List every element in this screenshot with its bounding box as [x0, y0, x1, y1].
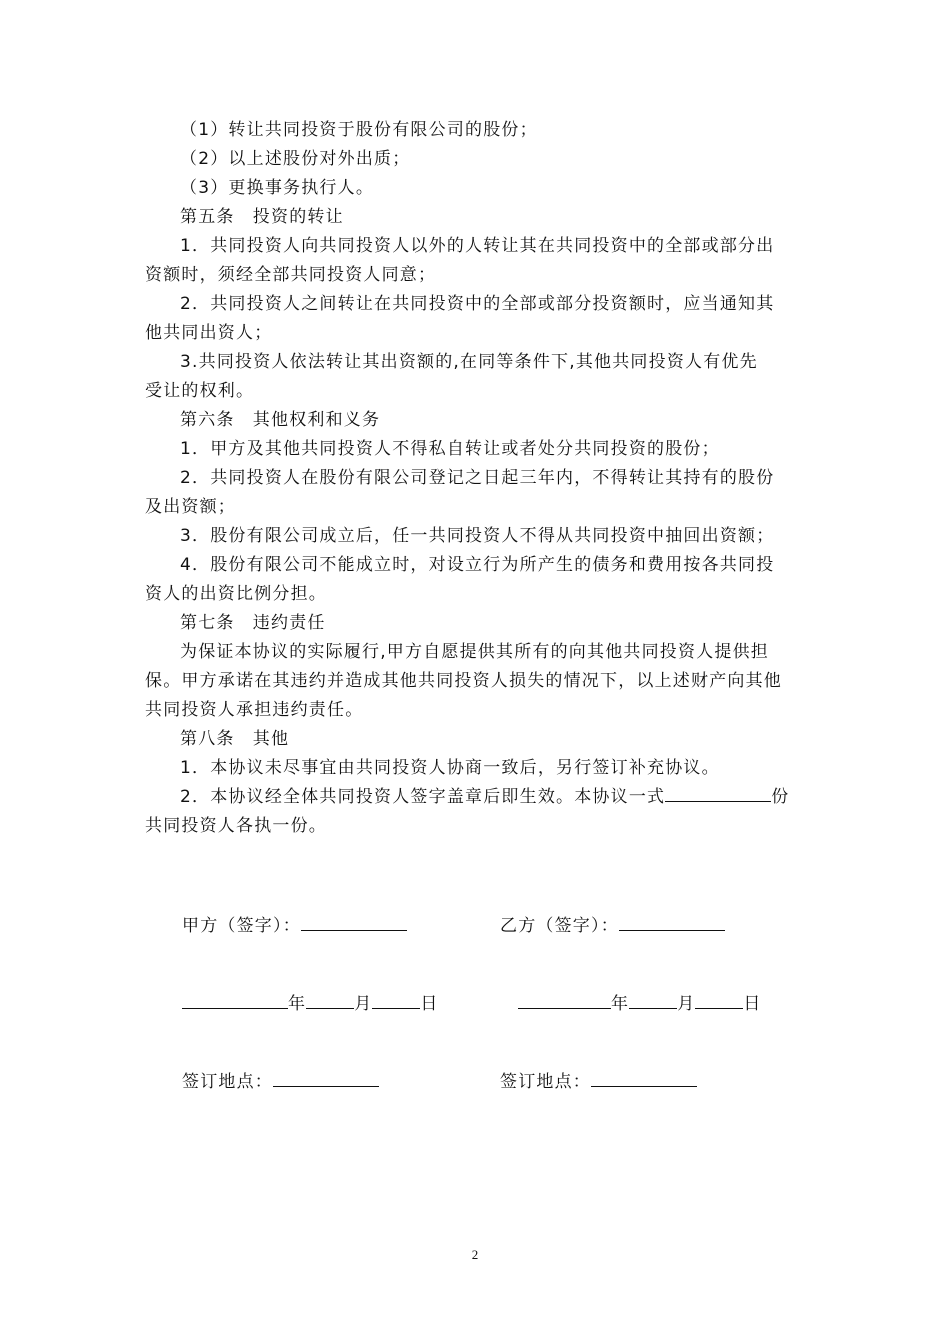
clause-8-item-2 — [180, 783, 850, 812]
party-a-label: 甲方（签字）： — [182, 916, 301, 936]
clause-6-heading: 第六条 其他权利和义务 — [180, 410, 381, 430]
day-label-a: 日 — [420, 994, 439, 1014]
clause-4-item-3: （3）更换事务执行人。 — [180, 178, 375, 198]
party-b-signature — [500, 912, 725, 941]
copies-unit: 份 — [771, 787, 790, 807]
clause-6-item-4: 4．股份有限公司不能成立时，对设立行为所产生的债务和费用按各共同投 — [180, 555, 775, 575]
clause-7-text-3: 共同投资人承担违约责任。 — [145, 700, 364, 720]
party-b-date — [518, 990, 762, 1019]
clause-8-item-2-text: 2．本协议经全体共同投资人签字盖章后即生效。本协议一式 — [180, 787, 666, 807]
party-b-signature-blank — [619, 912, 725, 931]
clause-5-item-3: 3.共同投资人依法转让其出资额的,在同等条件下,其他共同投资人有优先 — [180, 352, 758, 372]
clause-5-heading: 第五条 投资的转让 — [180, 207, 344, 227]
party-b-label: 乙方（签字）： — [500, 916, 619, 936]
party-a-year-blank — [182, 990, 288, 1009]
clause-6-item-4-cont: 资人的出资比例分担。 — [145, 584, 327, 604]
clause-5-item-2: 2．共同投资人之间转让在共同投资中的全部或部分投资额时，应当通知其 — [180, 294, 775, 314]
clause-7-text-2: 保。甲方承诺在其违约并造成其他共同投资人损失的情况下，以上述财产向其他 — [145, 671, 782, 691]
party-a-place-blank — [273, 1068, 379, 1087]
clause-8-item-2-cont: 共同投资人各执一份。 — [145, 816, 327, 836]
year-label-b: 年 — [611, 994, 630, 1014]
clause-6-item-2: 2．共同投资人在股份有限公司登记之日起三年内，不得转让其持有的股份 — [180, 468, 775, 488]
clause-4-item-1: （1）转让共同投资于股份有限公司的股份； — [180, 120, 538, 140]
party-b-month-blank — [629, 990, 677, 1009]
clause-6-item-1: 1．甲方及其他共同投资人不得私自转让或者处分共同投资的股份； — [180, 439, 720, 459]
month-label-b: 月 — [677, 994, 696, 1014]
year-label-a: 年 — [288, 994, 307, 1014]
place-label-b: 签订地点： — [500, 1072, 591, 1092]
party-b-day-blank — [695, 990, 743, 1009]
party-a-signature — [182, 912, 407, 941]
clause-7-heading: 第七条 违约责任 — [180, 613, 326, 633]
page-number: 2 — [471, 1247, 479, 1262]
party-a-signature-blank — [301, 912, 407, 931]
place-label-a: 签订地点： — [182, 1072, 273, 1092]
party-b-place-blank — [591, 1068, 697, 1087]
clause-5-item-1: 1．共同投资人向共同投资人以外的人转让其在共同投资中的全部或部分出 — [180, 236, 775, 256]
party-b-place — [500, 1068, 697, 1097]
day-label-b: 日 — [743, 994, 762, 1014]
clause-5-item-1-cont: 资额时，须经全部共同投资人同意； — [145, 265, 437, 285]
party-a-month-blank — [306, 990, 354, 1009]
copies-blank — [665, 783, 771, 802]
party-b-year-blank — [518, 990, 611, 1009]
party-a-day-blank — [372, 990, 420, 1009]
clause-6-item-2-cont: 及出资额； — [145, 497, 236, 517]
clause-5-item-2-cont: 他共同出资人； — [145, 323, 273, 343]
clause-8-item-1: 1．本协议未尽事宜由共同投资人协商一致后，另行签订补充协议。 — [180, 758, 720, 778]
month-label-a: 月 — [354, 994, 373, 1014]
party-a-date — [182, 990, 439, 1019]
clause-8-heading: 第八条 其他 — [180, 729, 290, 749]
party-a-place — [182, 1068, 379, 1097]
clause-6-item-3: 3．股份有限公司成立后，任一共同投资人不得从共同投资中抽回出资额； — [180, 526, 775, 546]
clause-7-text-1: 为保证本协议的实际履行,甲方自愿提供其所有的向其他共同投资人提供担 — [180, 642, 770, 662]
clause-4-item-2: （2）以上述股份对外出质； — [180, 149, 411, 169]
clause-5-item-3-cont: 受让的权利。 — [145, 381, 255, 401]
